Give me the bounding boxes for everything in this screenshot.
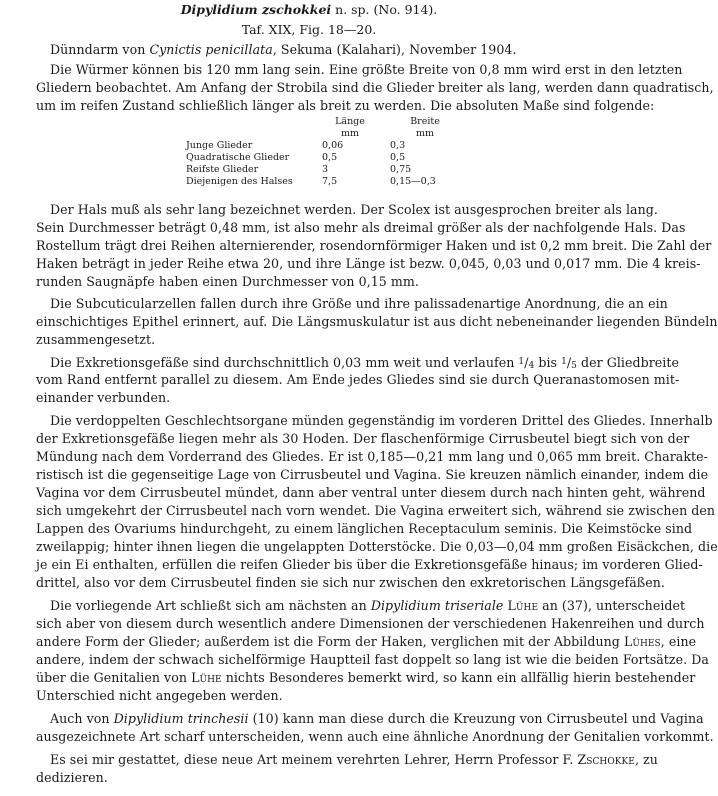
p4-text: Die Exkretionsgefäße sind durchschnittlich 0,03 mm weit und verlaufen [50,355,519,370]
paragraph4-line: vom Rand entfernt parallel zu diesem. Am Ende jedes Gliedes sind sie durch Queranastomosen mit- [36,372,680,387]
paragraph3-line: Die Subcuticularzellen fallen durch ihre Größe und ihre palissadenartige Anordnung, die an ein [50,296,668,311]
p6-text: an (37), unterscheidet [538,598,686,613]
measurements-units [186,128,460,140]
paragraph8-line: dedizieren. [36,770,108,785]
paragraph1-line: um im reifen Zustand schließlich länger als breit zu werden. Die absoluten Maße sind folgende: [36,98,655,113]
species-reference: Dipylidium triseriale [370,598,504,613]
unit-length: mm [340,128,360,139]
row-width: 0,5 [390,152,406,163]
paragraph4-line: einander verbunden. [36,390,171,405]
row-width: 0,3 [390,140,406,151]
host-line [36,42,608,58]
p6-text: andere Form der Glieder; außerdem ist die Form der Haken, verglichen mit der Abbildung [36,634,624,649]
paragraph2-line: runden Saugnäpfe haben einen Durchmesser von 0,15 mm. [36,274,419,289]
paragraph1-line: Die Würmer können bis 120 mm lang sein. Eine größte Breite von 0,8 mm wird erst in den letzten [50,62,683,77]
species-suffix: n. sp. (No. 914). [335,2,438,17]
species-reference: Dipylidium trinchesii [113,711,249,726]
measurements-header [186,116,460,128]
row-length: 0,5 [322,152,338,163]
fraction-numerator: 1 [561,357,567,367]
paragraph6-line [36,670,696,686]
row-label: Junge Glieder [186,140,253,151]
paragraph1-line: Gliedern beobachtet. Am Anfang der Strobila sind die Glieder breiter als lang, werden dann quadratisch, [36,80,714,95]
paragraph6-line: sich aber von diesem durch wesentlich andere Dimensionen der verschiedenen Hakenreihen und durch [36,616,705,631]
row-width: 0,75 [390,164,412,175]
host-locality: , Sekuma (Kalahari), November 1904. [272,42,517,57]
p4-text: bis [534,355,562,370]
paragraph2-line: Sein Durchmesser beträgt 0,48 mm, ist also mehr als dreimal größer als der nachfolgende Hals. Das [36,220,686,235]
paragraph2-line: Der Hals muß als sehr lang bezeichnet werden. Der Scolex ist ausgesprochen breiter als lang. [50,202,658,217]
paragraph7-line: ausgezeichnete Art scharf unterscheiden, wenn auch eine ähnliche Anordnung der Genitalien vorkommt. [36,729,714,744]
person-name: Zschokke [577,752,635,767]
paragraph3-line: einschichtiges Epithel erinnert, auf. Die Längsmuskulatur ist aus dicht nebeneinander liegenden Bündeln [36,314,718,329]
fraction-denominator: 4 [528,361,535,371]
p8-text: Es sei mir gestattet, diese neue Art meinem verehrten Lehrer, Herrn Professor F. [50,752,578,767]
unit-width: mm [415,128,435,139]
plate-reference: Taf. XIX, Fig. 18—20. [241,22,377,37]
author-name: Lühe [191,670,222,685]
row-label: Quadratische Glieder [186,152,290,163]
paragraph5-line: drittel, also vor dem Cirrusbeutel finden sie sich nur zwischen den exkretorischen Längsgefäßen. [36,575,665,590]
fraction-denominator: 5 [571,361,577,371]
p6-text: nichts Besonderes bemerkt wird, so kann ein allfällig hierin bestehender [221,670,696,685]
p6-text: Die vorliegende Art schließt sich am nächsten an [50,598,371,613]
paragraph3-line: zusammengesetzt. [36,332,156,347]
measurements-table [186,116,460,188]
p6-text: , eine [660,634,697,649]
paragraph5-line: Die verdoppelten Geschlechtsorgane münden gegenständig im vorderen Drittel des Gliedes. Innerhalb [50,413,713,428]
table-row [186,152,460,164]
p8-text: , zu [634,752,658,767]
paragraph6-line [36,634,697,650]
author-name: Lühe [507,598,539,613]
paragraph5-line: Lappen des Ovariums hindurchgeht, zu einem länglichen Receptaculum seminis. Die Keimstöcke sind [36,521,693,536]
paragraph5-line: je ein Ei enthalten, erfüllen die reifen Glieder bis über die Exkretionsgefäße hinaus; im vorderen Glied- [36,557,703,572]
host-species: Cynictis penicillata [149,42,273,57]
paragraph2-line: Haken beträgt in jeder Reihe etwa 20, und ihre Länge ist bezw. 0,045, 0,03 und 0,017 mm. Die 4 kreis- [36,256,701,271]
row-length: 7,5 [322,176,338,187]
table-row [186,164,460,176]
species-heading [0,2,618,18]
author-name: Lühes [623,634,661,649]
paragraph5-line: sich umgekehrt der Cirrusbeutel nach vorn wendet. Die Vagina erweitert sich, während sie zwischen den [36,503,716,518]
paragraph2-line: Rostellum trägt drei Reihen alternierender, rosendornförmiger Haken und ist 0,2 mm breit. Die Zahl der [36,238,712,253]
paragraph5-line: der Exkretionsgefäße liegen mehr als 30 Hoden. Der flaschenförmige Cirrusbeutel biegt sich von der [36,431,690,446]
paragraph7-line [36,711,704,727]
paragraph6-line [36,598,686,614]
column-width: Breite [410,116,440,127]
table-row [186,140,460,152]
row-width: 0,15—0,3 [390,176,436,187]
p7-text: (10) kann man diese durch die Kreuzung von Cirrusbeutel und Vagina [248,711,704,726]
paragraph5-line: Vagina vor dem Cirrusbeutel mündet, dann aber ventral unter diesem durch nach hinten geht, während [36,485,706,500]
p4-text: der Gliedbreite [576,355,680,370]
row-length: 3 [322,164,329,175]
fraction-numerator: 1 [518,357,525,367]
row-label: Reifste Glieder [186,164,259,175]
table-row [186,176,460,188]
species-name: Dipylidium zschokkei [180,2,332,17]
paragraph6-line: Unterschied nicht angegeben werden. [36,688,283,703]
host-prefix: Dünndarm von [50,42,150,57]
paragraph5-line: Mündung nach dem Vorderrand des Gliedes. Er ist 0,185—0,21 mm lang und 0,065 mm breit. Charakte- [36,449,708,464]
row-label: Diejenigen des Halses [186,176,293,187]
paragraph5-line: zweilappig; hinter ihnen liegen die ungelappten Dotterstöcke. Die 0,03—0,04 mm großen Eisäckchen, die [36,539,718,554]
paragraph4-line: Die Exkretionsgefäße sind durchschnittlich 0,03 mm weit und verlaufen $^1$/4 bis $^1$/5 der Gliedbreite [50,355,680,371]
paragraph6-line: andere, indem der schwach sichelförmige Hauptteil fast doppelt so lang ist wie die beiden Fortsätze. Da [36,652,709,667]
p7-text: Auch von [50,711,114,726]
paragraph5-line: ristisch ist die gegenseitige Lage von Cirrusbeutel und Vagina. Sie kreuzen nämlich einander, indem die [36,467,709,482]
p6-text: über die Genitalien von [36,670,192,685]
row-length: 0,06 [322,140,344,151]
column-length: Länge [335,116,365,127]
paragraph8-line [36,752,658,768]
